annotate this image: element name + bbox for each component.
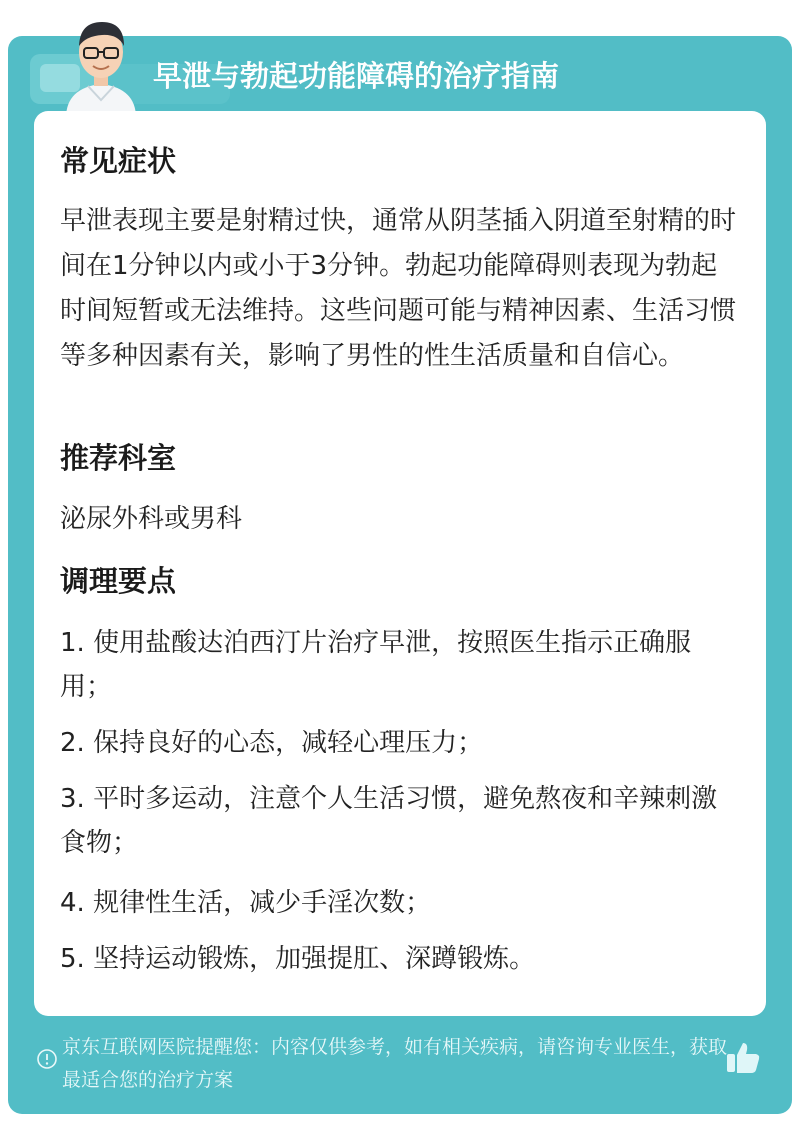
care-item: 4. 规律性生活，减少手淫次数； (60, 888, 432, 918)
department-heading: 推荐科室 (60, 441, 177, 475)
symptoms-heading: 常见症状 (60, 144, 177, 178)
info-icon (36, 1048, 58, 1070)
care-item: 5. 坚持运动锻炼，加强提肛、深蹲锻炼。 (60, 944, 536, 974)
guide-card (8, 36, 792, 1114)
thumbs-up-icon[interactable] (724, 1038, 762, 1076)
care-item: 3. 平时多运动，注意个人生活习惯，避免熬夜和辛辣刺激食物； (60, 784, 718, 858)
care-item: 2. 保持良好的心态，减轻心理压力； (60, 728, 484, 758)
page-title: 早泄与勃起功能障碍的治疗指南 (153, 59, 560, 93)
department-text: 泌尿外科或男科 (60, 504, 243, 534)
care-item: 1. 使用盐酸达泊西汀片治疗早泄，按照医生指示正确服用； (60, 628, 692, 702)
care-heading: 调理要点 (60, 564, 177, 598)
footer-notice: 京东互联网医院提醒您：内容仅供参考，如有相关疾病，请咨询专业医生，获取最适合您的治疗方案 (62, 1036, 728, 1091)
symptoms-text: 早泄表现主要是射精过快，通常从阴茎插入阴道至射精的时间在1分钟以内或小于3分钟。勃起功能障碍则表现为勃起时间短暂或无法维持。这些问题可能与精神因素、生活习惯等多种因素有关，影响了男性的性生活质量和自信心。 (60, 206, 737, 371)
doctor-avatar (46, 8, 156, 118)
content-panel (34, 111, 766, 1016)
